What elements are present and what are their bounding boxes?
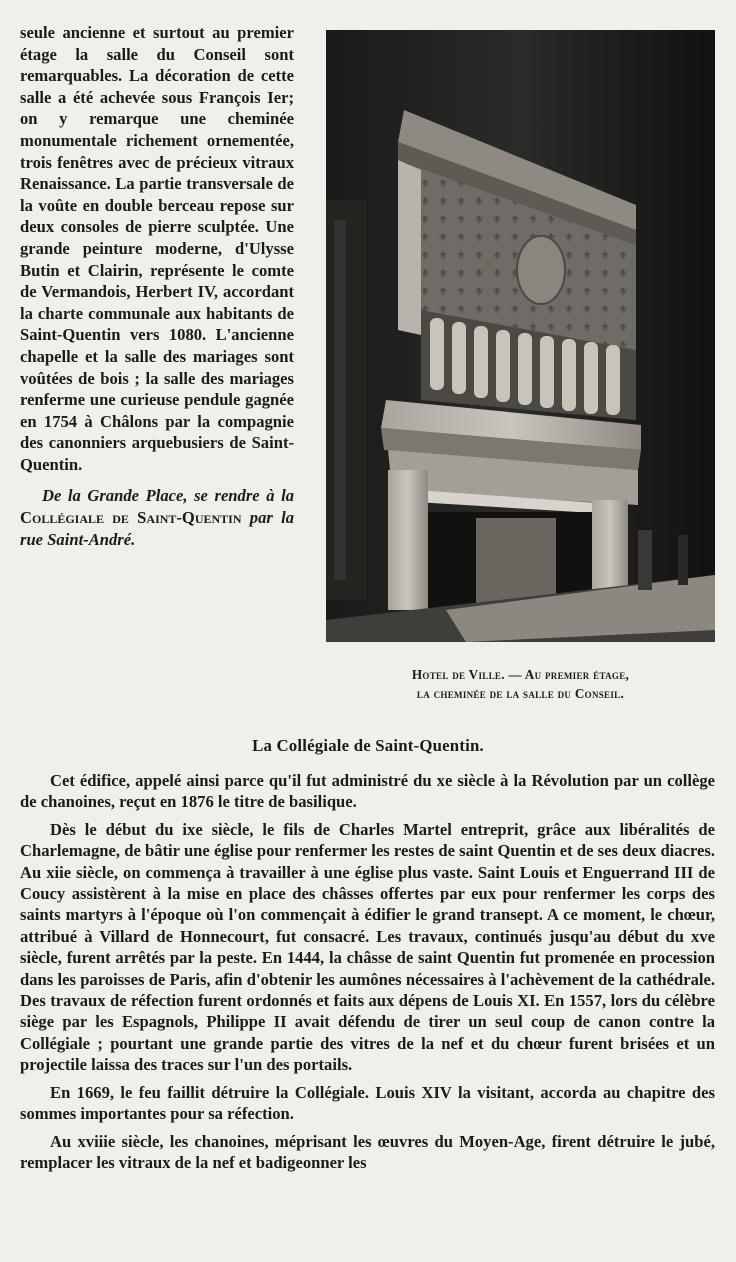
section-heading: La Collégiale de Saint-Quentin. bbox=[252, 736, 484, 755]
itinerary-note-end: par la rue Saint-André. bbox=[20, 508, 294, 549]
itinerary-note-destination: Collégiale de Saint-Quentin bbox=[20, 508, 242, 528]
figure-caption bbox=[326, 665, 715, 703]
hotel-de-ville-paragraph: seule ancienne et surtout au premier étage la salle du Conseil sont remarquables. La décoration de cette salle a été achevée sous François Ier; on y remarque une cheminée monumentale richement ornementée, trois fenêtres avec de précieux vitraux Renaissance. La partie transversale de la voûte en double berceau repose sur deux consoles de pierre sculptée. Une grande peinture moderne, d'Ulysse Butin et Clairin, représente le comte de Vermandois, Herbert IV, accordant la charte communale aux habitants de Saint-Quentin vers 1080. L'ancienne chapelle et la salle des mariages sont voûtées de bois ; la salle des mariages renferme une curieuse pendule gagnée en 1754 à Châlons par la compagnie des canonniers arquebusiers de Saint-Quentin. bbox=[20, 23, 294, 474]
itinerary-note bbox=[20, 485, 294, 550]
left-column-text bbox=[20, 22, 294, 550]
caption-line-1: Hotel de Ville. — Au premier étage, bbox=[411, 667, 630, 682]
body-paragraph: Cet édifice, appelé ainsi parce qu'il fut administré du xe siècle à la Révolution par un collège de chanoines, reçut en 1876 le titre de basilique. bbox=[20, 771, 715, 812]
caption-line-2: la cheminée de la salle du Conseil. bbox=[416, 686, 625, 701]
fireplace-illustration bbox=[326, 30, 715, 642]
fireplace-photograph bbox=[326, 30, 715, 642]
section-body bbox=[20, 770, 715, 1179]
body-paragraph: En 1669, le feu faillit détruire la Collégiale. Louis XIV la visitant, accorda au chapitre des sommes importantes pour sa réfection. bbox=[20, 1082, 715, 1124]
itinerary-note-start: De la Grande Place, se rendre à la bbox=[42, 486, 294, 506]
body-paragraph: Dès le début du ixe siècle, le fils de Charles Martel entreprit, grâce aux libéralités de Charlemagne, de bâtir une église pour renfermer les restes de saint Quentin et de ses deux diacres. Au xiie siècle, on commença à travailler à une église plus vaste. Saint Louis et Enguerrand III de Coucy assistèrent à la mise en place des châsses offertes par eux pour renfermer les corps des saints martyrs à l'époque où l'on commençait à édifier le grand transept. A ce moment, le chœur, attribué à Villard de Honnecourt, fut consacré. Les travaux, continués jusqu'au début du xve siècle, furent arrêtés par la peste. En 1444, la châsse de saint Quentin fut promenée en procession dans les paroisses de Paris, afin d'obtenir les aumônes nécessaires à l'achèvement de la cathédrale. Des travaux de réfection furent ordonnés et faits aux dépens de Louis XI. En 1557, lors du célèbre siège par les Espagnols, Philippe II avait défendu de tirer un seul coup de canon contre la Collégiale ; pourtant une grande partie des vitres de la nef et du chœur furent brisées et un projectile laissa des traces sur l'un des portails. bbox=[20, 819, 715, 1075]
body-paragraph: Au xviiie siècle, les chanoines, méprisant les œuvres du Moyen-Age, firent détruire le jubé, remplacer les vitraux de la nef et badigeonner les bbox=[20, 1131, 715, 1172]
